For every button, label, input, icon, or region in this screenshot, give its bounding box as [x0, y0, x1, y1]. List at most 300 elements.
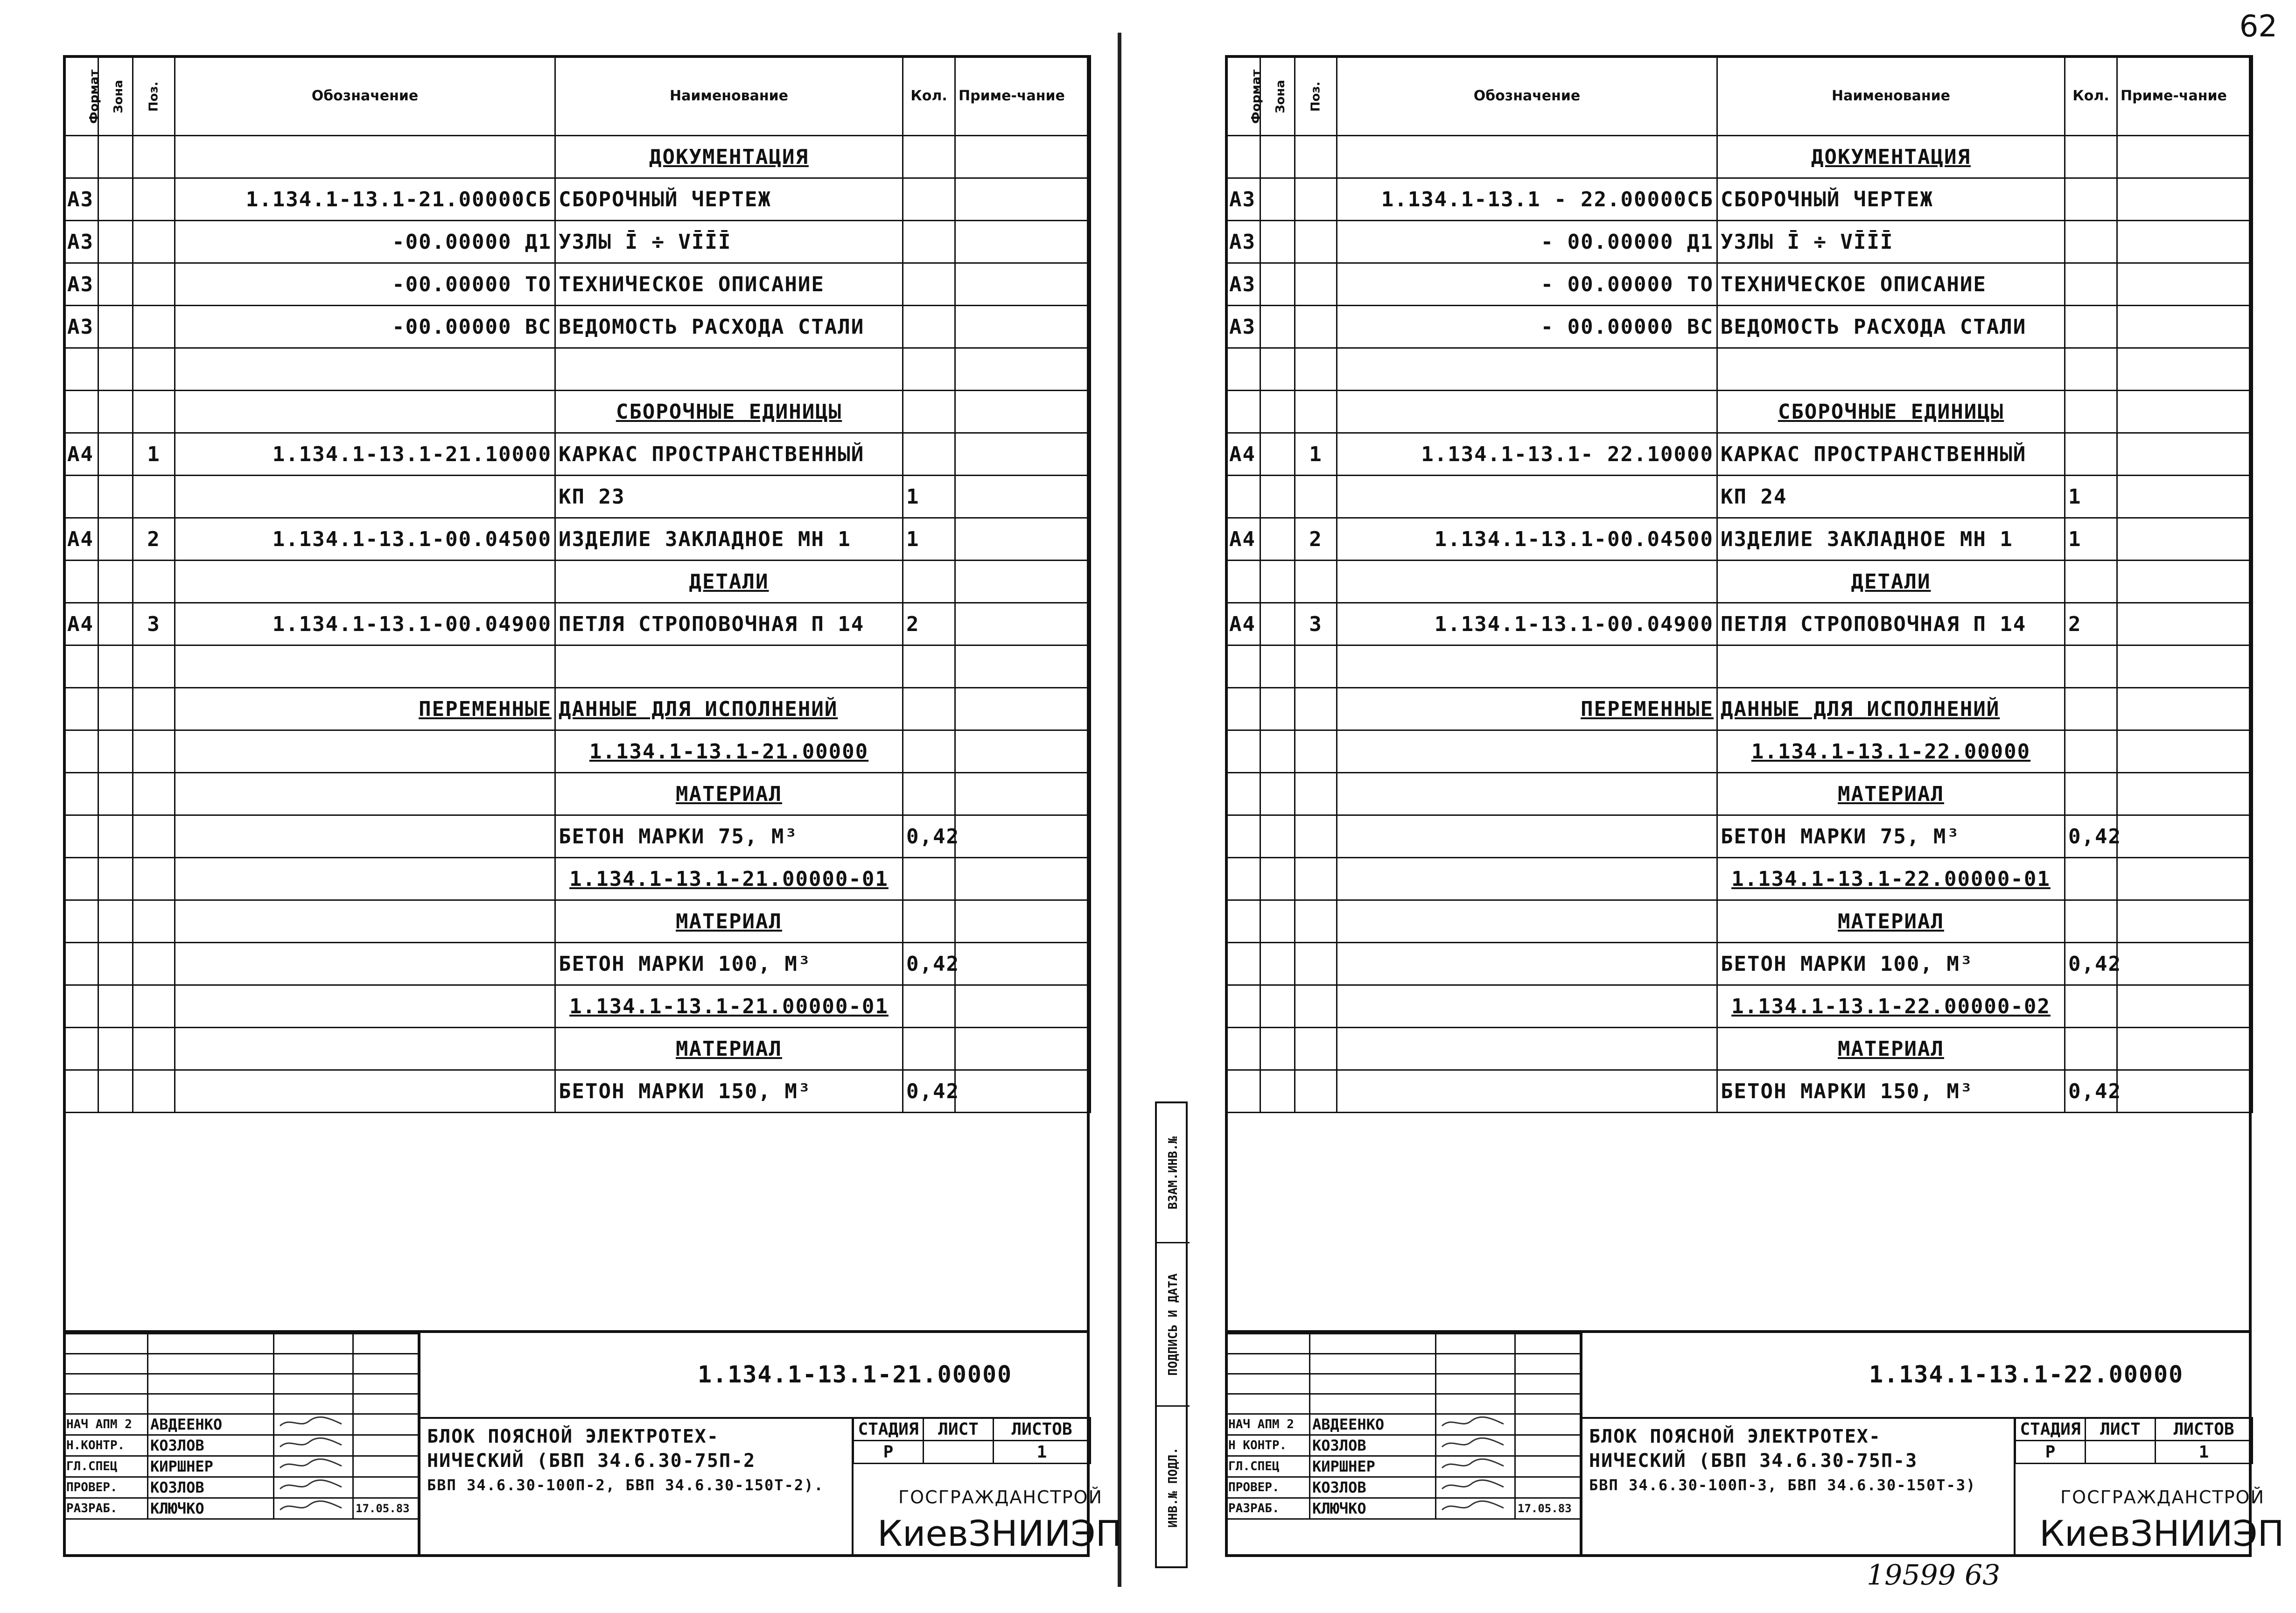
- left-doc-number: 1.134.1-13.1-21.00000: [698, 1361, 1013, 1388]
- cell-format: [64, 730, 98, 773]
- cell-name: КП 23: [555, 476, 903, 518]
- cell-quantity: [903, 221, 955, 263]
- cell-empty: [1295, 1113, 1337, 1155]
- cell-zone: [1260, 1028, 1295, 1070]
- cell-zone: [1260, 178, 1295, 221]
- cell-designation: [175, 1070, 555, 1113]
- cell-position: [133, 900, 175, 943]
- table-row-empty: [1226, 1198, 2253, 1240]
- cell-name: БЕТОН МАРКИ 150, М³: [555, 1070, 903, 1113]
- cell-designation: 1.134.1-13.1-21.10000: [175, 433, 555, 476]
- cell-designation: 1.134.1-13.1-00.04900: [175, 603, 555, 645]
- cell-name: БЕТОН МАРКИ 100, М³: [1717, 943, 2065, 985]
- page-number: 62: [2239, 9, 2277, 44]
- cell-note: [955, 688, 1091, 730]
- table-row: [1226, 815, 2253, 858]
- signature-scribble-icon: [276, 1499, 346, 1515]
- tb-role: РАЗРАБ.: [1226, 1498, 1310, 1519]
- table-row: [1226, 1070, 2253, 1113]
- cell-note: [2117, 306, 2253, 348]
- cell-format: [1226, 391, 1260, 433]
- tb-blank-row: [1226, 1334, 1581, 1354]
- right-title-line-2: НИЧЕСКИЙ (БВП 34.6.30-75П-3: [1589, 1450, 1918, 1472]
- cell-note: [2117, 391, 2253, 433]
- cell-empty: [1717, 1155, 2065, 1198]
- cell-zone: [98, 518, 133, 561]
- cell-empty: [98, 1198, 133, 1240]
- cell-format: А3: [64, 306, 98, 348]
- cell-designation: [175, 858, 555, 900]
- cell-designation: [175, 773, 555, 815]
- cell-zone: [98, 476, 133, 518]
- cell-note: [955, 985, 1091, 1028]
- col-pos-header: Поз.: [133, 56, 175, 136]
- side-stamp: [1155, 1101, 1188, 1568]
- cell-empty: [1717, 1240, 2065, 1283]
- tb-blank-cell: [274, 1334, 353, 1354]
- cell-name: 1.134.1-13.1-22.00000-02: [1717, 985, 2065, 1028]
- tb-signature: [274, 1435, 353, 1456]
- tb-role: Н.КОНТР.: [64, 1435, 148, 1456]
- table-row: [1226, 561, 2253, 603]
- cell-format: [1226, 561, 1260, 603]
- cell-empty: [1260, 1113, 1295, 1155]
- cell-quantity: [2065, 178, 2117, 221]
- cell-name: ДАННЫЕ ДЛЯ ИСПОЛНЕНИЙ: [555, 688, 903, 730]
- tb-blank-cell: [274, 1374, 353, 1394]
- stage-label: СТАДИЯ: [2016, 1418, 2086, 1441]
- cell-empty: [1260, 1198, 1295, 1240]
- cell-zone: [98, 815, 133, 858]
- col-format-header: Формат: [1226, 56, 1260, 136]
- cell-note: [2117, 943, 2253, 985]
- cell-note: [955, 263, 1091, 306]
- cell-position: [133, 730, 175, 773]
- stage-label: СТАДИЯ: [854, 1418, 924, 1441]
- cell-quantity: 0,42: [903, 815, 955, 858]
- cell-zone: [98, 773, 133, 815]
- tb-blank-cell: [64, 1394, 148, 1414]
- left-tb-signatures: [63, 1333, 419, 1520]
- cell-name: 1.134.1-13.1-21.00000: [555, 730, 903, 773]
- tb-signature: [1436, 1456, 1515, 1477]
- tb-blank-row: [1226, 1394, 1581, 1414]
- cell-format: [64, 900, 98, 943]
- cell-empty: [1260, 1283, 1295, 1325]
- cell-name: 1.134.1-13.1-22.00000: [1717, 730, 2065, 773]
- cell-zone: [1260, 858, 1295, 900]
- cell-zone: [1260, 136, 1295, 178]
- cell-position: [1295, 136, 1337, 178]
- cell-empty: [98, 1113, 133, 1155]
- tb-blank-cell: [1436, 1374, 1515, 1394]
- cell-empty: [2065, 1240, 2117, 1283]
- tb-role: НАЧ АПМ 2: [1226, 1414, 1310, 1435]
- cell-note: [2117, 900, 2253, 943]
- cell-designation: [1337, 348, 1717, 391]
- tb-role: ГЛ.СПЕЦ: [64, 1456, 148, 1477]
- signature-scribble-icon: [1438, 1436, 1508, 1452]
- sheet-label: ЛИСТ: [2086, 1418, 2156, 1441]
- tb-role: Н КОНТР.: [1226, 1435, 1310, 1456]
- tb-blank-row: [1226, 1374, 1581, 1394]
- cell-name: [1717, 645, 2065, 688]
- cell-format: [1226, 730, 1260, 773]
- cell-zone: [98, 1070, 133, 1113]
- cell-note: [955, 858, 1091, 900]
- cell-position: [1295, 561, 1337, 603]
- cell-zone: [1260, 688, 1295, 730]
- cell-position: [133, 221, 175, 263]
- cell-zone: [98, 645, 133, 688]
- cell-empty: [903, 1198, 955, 1240]
- sheets-value: 1: [2156, 1441, 2253, 1464]
- cell-quantity: 1: [903, 476, 955, 518]
- table-row: [1226, 603, 2253, 645]
- table-row: [64, 1028, 1091, 1070]
- tb-blank-cell: [1226, 1394, 1310, 1414]
- cell-position: [1295, 985, 1337, 1028]
- cell-quantity: 2: [903, 603, 955, 645]
- cell-designation: 1.134.1-13.1- 22.10000: [1337, 433, 1717, 476]
- cell-format: [64, 476, 98, 518]
- tb-role: ГЛ.СПЕЦ: [1226, 1456, 1310, 1477]
- table-row: [64, 433, 1091, 476]
- cell-position: [1295, 858, 1337, 900]
- tb-person-name: КОЗЛОВ: [148, 1477, 274, 1498]
- cell-empty: [1295, 1198, 1337, 1240]
- cell-empty: [1295, 1283, 1337, 1325]
- cell-empty: [133, 1113, 175, 1155]
- tb-blank-cell: [353, 1334, 419, 1354]
- cell-zone: [1260, 815, 1295, 858]
- tb-blank-cell: [1226, 1334, 1310, 1354]
- cell-format: А3: [1226, 178, 1260, 221]
- tb-blank-cell: [274, 1394, 353, 1414]
- cell-empty: [2117, 1283, 2253, 1325]
- cell-empty: [98, 1155, 133, 1198]
- tb-signature-row: [64, 1414, 419, 1435]
- tb-person-name: КЛЮЧКО: [148, 1498, 274, 1519]
- table-row: [64, 391, 1091, 433]
- cell-position: [133, 1028, 175, 1070]
- cell-quantity: [2065, 730, 2117, 773]
- cell-zone: [1260, 476, 1295, 518]
- cell-quantity: [2065, 433, 2117, 476]
- cell-zone: [98, 900, 133, 943]
- cell-empty: [175, 1283, 555, 1325]
- left-title-line-1: БЛОК ПОЯСНОЙ ЭЛЕКТРОТЕХ-: [427, 1426, 719, 1447]
- tb-signature-row: [1226, 1477, 1581, 1498]
- cell-quantity: [903, 391, 955, 433]
- stamp-replace-inv: ВЗАМ.ИНВ.№: [1166, 1136, 1180, 1209]
- right-org-institute: КиевЗНИИЭП: [2039, 1513, 2284, 1554]
- table-row-empty: [64, 1198, 1091, 1240]
- cell-zone: [98, 221, 133, 263]
- cell-empty: [133, 1240, 175, 1283]
- table-row-empty: [64, 1155, 1091, 1198]
- cell-zone: [98, 391, 133, 433]
- table-row: [1226, 730, 2253, 773]
- tb-signature-row: [1226, 1435, 1581, 1456]
- cell-format: [1226, 136, 1260, 178]
- table-row: [64, 306, 1091, 348]
- cell-zone: [1260, 1070, 1295, 1113]
- table-row-empty: [1226, 1283, 2253, 1325]
- cell-quantity: 0,42: [2065, 1070, 2117, 1113]
- cell-format: [64, 688, 98, 730]
- cell-format: [64, 136, 98, 178]
- tb-role: ПРОВЕР.: [64, 1477, 148, 1498]
- cell-name: КАРКАС ПРОСТРАНСТВЕННЫЙ: [555, 433, 903, 476]
- cell-designation: [175, 943, 555, 985]
- tb-blank-cell: [1515, 1374, 1581, 1394]
- stamp-sign-date: ПОДПИСЬ И ДАТА: [1166, 1273, 1180, 1376]
- right-stage-table: [2015, 1417, 2253, 1464]
- table-row: [1226, 688, 2253, 730]
- tb-person-name: КОЗЛОВ: [1310, 1477, 1436, 1498]
- cell-format: [64, 985, 98, 1028]
- cell-designation: [175, 900, 555, 943]
- cell-format: А4: [64, 433, 98, 476]
- tb-blank-cell: [148, 1354, 274, 1374]
- left-title-line-2: НИЧЕСКИЙ (БВП 34.6.30-75П-2: [427, 1450, 756, 1472]
- sheets-value: 1: [994, 1441, 1091, 1464]
- cell-note: [2117, 688, 2253, 730]
- col-pos-header: Поз.: [1295, 56, 1337, 136]
- col-qty-header: Кол.: [903, 56, 955, 136]
- cell-empty: [64, 1283, 98, 1325]
- cell-note: [955, 773, 1091, 815]
- cell-note: [2117, 1028, 2253, 1070]
- cell-position: [1295, 688, 1337, 730]
- tb-blank-cell: [148, 1374, 274, 1394]
- cell-position: 1: [133, 433, 175, 476]
- cell-name: МАТЕРИАЛ: [555, 900, 903, 943]
- cell-note: [955, 518, 1091, 561]
- table-row: [1226, 858, 2253, 900]
- table-row: [1226, 306, 2253, 348]
- cell-empty: [955, 1113, 1091, 1155]
- tb-blank-cell: [1226, 1374, 1310, 1394]
- cell-empty: [2065, 1283, 2117, 1325]
- cell-empty: [2065, 1155, 2117, 1198]
- cell-note: [955, 730, 1091, 773]
- table-row: [64, 476, 1091, 518]
- tb-blank-cell: [64, 1354, 148, 1374]
- tb-date: [353, 1456, 419, 1477]
- cell-name: 1.134.1-13.1-22.00000-01: [1717, 858, 2065, 900]
- cell-quantity: [903, 263, 955, 306]
- stage-value: Р: [2016, 1441, 2086, 1464]
- cell-empty: [64, 1240, 98, 1283]
- cell-designation: ПЕРЕМЕННЫЕ: [175, 688, 555, 730]
- cell-designation: - 00.00000 ВС: [1337, 306, 1717, 348]
- right-doc-number: 1.134.1-13.1-22.00000: [1869, 1361, 2184, 1388]
- cell-quantity: [903, 730, 955, 773]
- cell-quantity: [2065, 306, 2117, 348]
- cell-quantity: [2065, 263, 2117, 306]
- tb-date: 17.05.83: [1515, 1498, 1581, 1519]
- cell-note: [955, 348, 1091, 391]
- table-row-empty: [64, 1113, 1091, 1155]
- cell-name: ДЕТАЛИ: [555, 561, 903, 603]
- cell-position: 3: [1295, 603, 1337, 645]
- col-zone-header: Зона: [98, 56, 133, 136]
- cell-quantity: 0,42: [903, 1070, 955, 1113]
- cell-name: ИЗДЕЛИЕ ЗАКЛАДНОЕ МН 1: [1717, 518, 2065, 561]
- cell-format: А3: [64, 221, 98, 263]
- cell-position: 3: [133, 603, 175, 645]
- tb-person-name: КОЗЛОВ: [148, 1435, 274, 1456]
- tb-blank-cell: [1515, 1394, 1581, 1414]
- tb-role: НАЧ АПМ 2: [64, 1414, 148, 1435]
- left-titleblock: [63, 1330, 1122, 1557]
- tb-blank-row: [64, 1374, 419, 1394]
- tb-blank-cell: [353, 1374, 419, 1394]
- cell-zone: [98, 348, 133, 391]
- tb-signature: [1436, 1435, 1515, 1456]
- cell-empty: [903, 1113, 955, 1155]
- cell-position: 2: [133, 518, 175, 561]
- cell-empty: [955, 1240, 1091, 1283]
- right-org-name: ГОСГРАЖДАНСТРОЙ: [2060, 1487, 2265, 1508]
- cell-quantity: [2065, 900, 2117, 943]
- cell-zone: [1260, 645, 1295, 688]
- tb-blank-cell: [1310, 1354, 1436, 1374]
- cell-format: [1226, 943, 1260, 985]
- tb-blank-cell: [274, 1354, 353, 1374]
- cell-empty: [955, 1155, 1091, 1198]
- cell-note: [2117, 263, 2253, 306]
- cell-position: [133, 136, 175, 178]
- cell-name: УЗЛЫ Ī ÷ VĪĪĪ: [1717, 221, 2065, 263]
- cell-name: [1717, 348, 2065, 391]
- cell-empty: [2065, 1198, 2117, 1240]
- tb-signature: [274, 1477, 353, 1498]
- cell-position: [133, 858, 175, 900]
- cell-position: [1295, 1070, 1337, 1113]
- tb-date: [353, 1477, 419, 1498]
- sheet-label: ЛИСТ: [924, 1418, 994, 1441]
- stage-value: Р: [854, 1441, 924, 1464]
- table-row: [64, 603, 1091, 645]
- cell-name: БЕТОН МАРКИ 75, М³: [1717, 815, 2065, 858]
- signature-scribble-icon: [276, 1478, 346, 1494]
- cell-note: [955, 391, 1091, 433]
- cell-quantity: [2065, 773, 2117, 815]
- signature-scribble-icon: [1438, 1457, 1508, 1473]
- cell-quantity: [903, 433, 955, 476]
- table-row: [64, 221, 1091, 263]
- table-row: [64, 1070, 1091, 1113]
- cell-format: [1226, 645, 1260, 688]
- cell-name: 1.134.1-13.1-21.00000-01: [555, 985, 903, 1028]
- cell-quantity: 1: [2065, 476, 2117, 518]
- cell-name: [555, 645, 903, 688]
- cell-empty: [2117, 1198, 2253, 1240]
- cell-designation: [175, 815, 555, 858]
- tb-blank-cell: [1436, 1354, 1515, 1374]
- sheets-label: ЛИСТОВ: [994, 1418, 1091, 1441]
- cell-designation: 1.134.1-13.1-21.00000СБ: [175, 178, 555, 221]
- cell-name: МАТЕРИАЛ: [555, 773, 903, 815]
- cell-designation: [1337, 730, 1717, 773]
- cell-position: [1295, 773, 1337, 815]
- cell-name: ПЕТЛЯ СТРОПОВОЧНАЯ П 14: [555, 603, 903, 645]
- cell-quantity: [2065, 136, 2117, 178]
- cell-empty: [1226, 1283, 1260, 1325]
- tb-role: РАЗРАБ.: [64, 1498, 148, 1519]
- cell-format: [64, 1028, 98, 1070]
- cell-note: [2117, 858, 2253, 900]
- cell-quantity: [903, 561, 955, 603]
- tb-signature-row: [64, 1498, 419, 1519]
- cell-designation: 1.134.1-13.1-00.04900: [1337, 603, 1717, 645]
- cell-empty: [555, 1198, 903, 1240]
- table-row: [1226, 348, 2253, 391]
- cell-name: ДЕТАЛИ: [1717, 561, 2065, 603]
- cell-position: [1295, 943, 1337, 985]
- cell-name: МАТЕРИАЛ: [1717, 900, 2065, 943]
- cell-position: [133, 943, 175, 985]
- cell-name: МАТЕРИАЛ: [1717, 1028, 2065, 1070]
- cell-quantity: [903, 1028, 955, 1070]
- cell-designation: [175, 561, 555, 603]
- cell-designation: [175, 985, 555, 1028]
- cell-format: [64, 391, 98, 433]
- tb-signature: [274, 1456, 353, 1477]
- cell-format: А4: [1226, 433, 1260, 476]
- table-row: [1226, 645, 2253, 688]
- cell-quantity: [2065, 645, 2117, 688]
- cell-empty: [2117, 1113, 2253, 1155]
- cell-note: [2117, 1070, 2253, 1113]
- table-row: [1226, 136, 2253, 178]
- cell-zone: [98, 943, 133, 985]
- cell-format: А3: [64, 263, 98, 306]
- table-row: [64, 348, 1091, 391]
- tb-role: ПРОВЕР.: [1226, 1477, 1310, 1498]
- table-row: [64, 730, 1091, 773]
- cell-format: А4: [64, 603, 98, 645]
- table-row-empty: [64, 1283, 1091, 1325]
- cell-zone: [98, 178, 133, 221]
- cell-zone: [1260, 943, 1295, 985]
- cell-quantity: [903, 900, 955, 943]
- cell-zone: [98, 433, 133, 476]
- cell-format: А3: [1226, 306, 1260, 348]
- col-zone-header: Зона: [1260, 56, 1295, 136]
- cell-quantity: [2065, 688, 2117, 730]
- cell-name: БЕТОН МАРКИ 150, М³: [1717, 1070, 2065, 1113]
- table-row: [64, 178, 1091, 221]
- cell-note: [955, 561, 1091, 603]
- cell-position: [1295, 221, 1337, 263]
- cell-empty: [98, 1283, 133, 1325]
- tb-signature: [1436, 1477, 1515, 1498]
- cell-position: [133, 688, 175, 730]
- signature-scribble-icon: [276, 1457, 346, 1473]
- footer-number: 19599 63: [1867, 1559, 2001, 1592]
- cell-note: [2117, 730, 2253, 773]
- cell-designation: [1337, 1028, 1717, 1070]
- cell-name: 1.134.1-13.1-21.00000-01: [555, 858, 903, 900]
- cell-position: [133, 645, 175, 688]
- sheet-value: [924, 1441, 994, 1464]
- cell-designation: [1337, 985, 1717, 1028]
- cell-empty: [1337, 1113, 1717, 1155]
